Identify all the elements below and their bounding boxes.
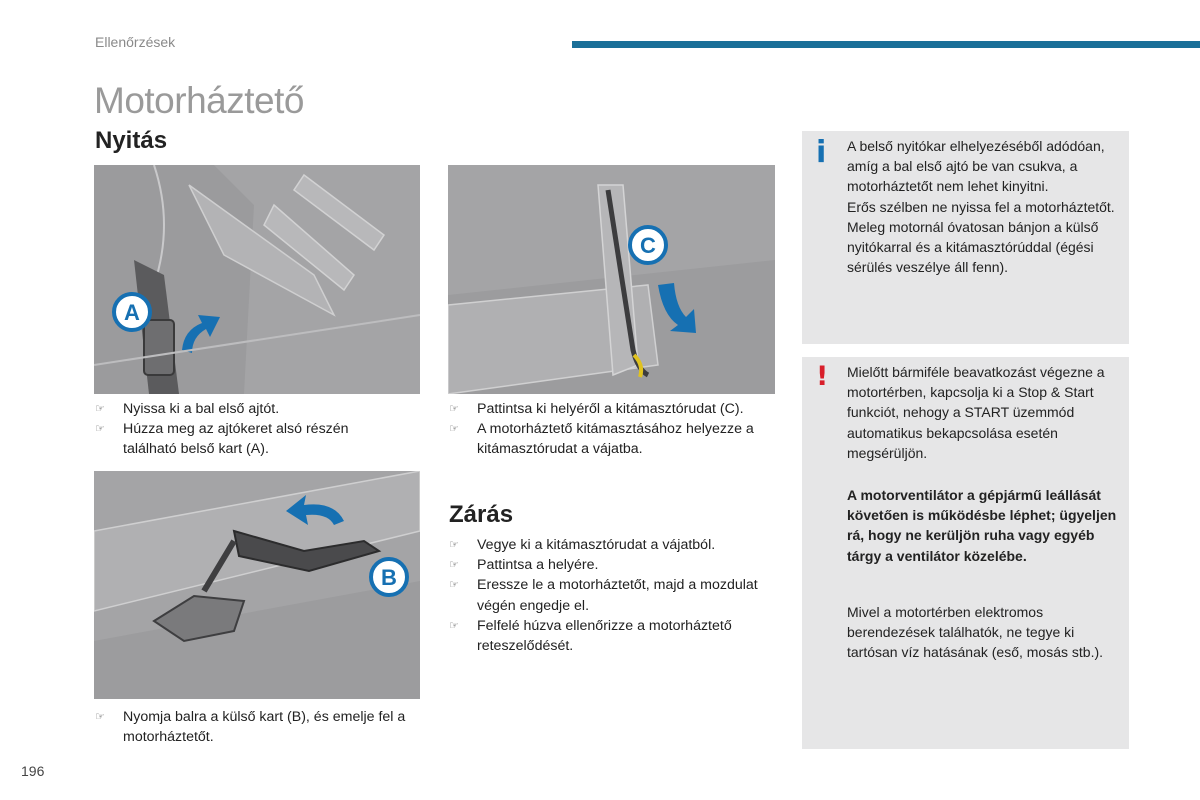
info-paragraph: Meleg motornál óvatosan bánjon a külső nyitókarral és a kitámasztórúddal (égési sérülés veszélye áll fenn). <box>847 218 1099 276</box>
info-note-text <box>847 136 1117 277</box>
step-item: ☞ Vegye ki a kitámasztórudat a vájatból. <box>449 535 779 555</box>
header-rule <box>572 41 1200 48</box>
step-item: ☞ Pattintsa a helyére. <box>449 555 779 575</box>
step-item: ☞ Nyissa ki a bal első ajtót. <box>95 399 405 419</box>
warning-note-text <box>847 362 1117 662</box>
figure-label-b: B <box>381 565 397 590</box>
illustration-prop-rod <box>448 165 775 394</box>
page-number: 196 <box>21 763 45 779</box>
illustration-c-drawing <box>448 165 775 394</box>
info-paragraph: A belső nyitókar elhelyezéséből adódóan, amíg a bal első ajtó be van csukva, a motorháztetőt nem lehet kinyitni. <box>847 138 1105 195</box>
warning-paragraph: Mivel a motortérben elektromos berendezések találhatók, ne tegye ki tartósan víz hatásának (eső, mosás stb.). <box>847 603 1104 661</box>
steps-list-interior <box>95 399 405 460</box>
warning-note <box>802 357 1129 749</box>
page-title: Motorháztető <box>94 80 304 121</box>
figure-label-c: C <box>640 233 656 258</box>
step-item: ☞ A motorháztető kitámasztásához helyezze a kitámasztórudat a vájatba. <box>449 419 779 459</box>
illustration-interior-release-lever <box>94 165 420 394</box>
step-item: ☞ Eressze le a motorháztetőt, majd a mozdulat végén engedje el. <box>449 575 779 615</box>
info-paragraph: Erős szélben ne nyissa fel a motorháztetőt. <box>847 198 1115 215</box>
warning-paragraph-bold: A motorventilátor a gépjármű leállását követően is működésbe léphet; ügyeljen rá, hogy ne kerüljön ruha vagy egyéb tárgy a ventilátor közelébe. <box>847 487 1117 564</box>
step-item: ☞ Pattintsa ki helyéről a kitámasztórudat (C). <box>449 399 779 419</box>
section-label: Ellenőrzések <box>95 34 176 50</box>
info-icon: i <box>816 135 827 170</box>
illustration-a-drawing <box>94 165 420 394</box>
illustration-exterior-safety-catch <box>94 471 420 699</box>
steps-list-closing <box>449 535 779 656</box>
steps-list-exterior <box>95 707 425 747</box>
info-note <box>802 131 1129 344</box>
warning-paragraph: Mielőtt bármiféle beavatkozást végezne a motortérben, kapcsolja ki a Stop & Start funkciót, nehogy a START üzemmód automatikus bekapcsolása esetén megsérüljön. <box>847 364 1105 461</box>
heading-closing: Zárás <box>449 501 514 528</box>
figure-label-a: A <box>124 300 140 325</box>
heading-opening: Nyitás <box>95 127 168 154</box>
warning-icon: ! <box>816 361 829 392</box>
steps-list-prop-rod <box>449 399 779 460</box>
illustration-b-drawing <box>94 471 420 699</box>
step-item: ☞ Nyomja balra a külső kart (B), és emelje fel a motorháztetőt. <box>95 707 425 747</box>
step-item: ☞ Húzza meg az ajtókeret alsó részén található belső kart (A). <box>95 419 405 459</box>
step-item: ☞ Felfelé húzva ellenőrizze a motorháztető reteszelődését. <box>449 616 779 656</box>
